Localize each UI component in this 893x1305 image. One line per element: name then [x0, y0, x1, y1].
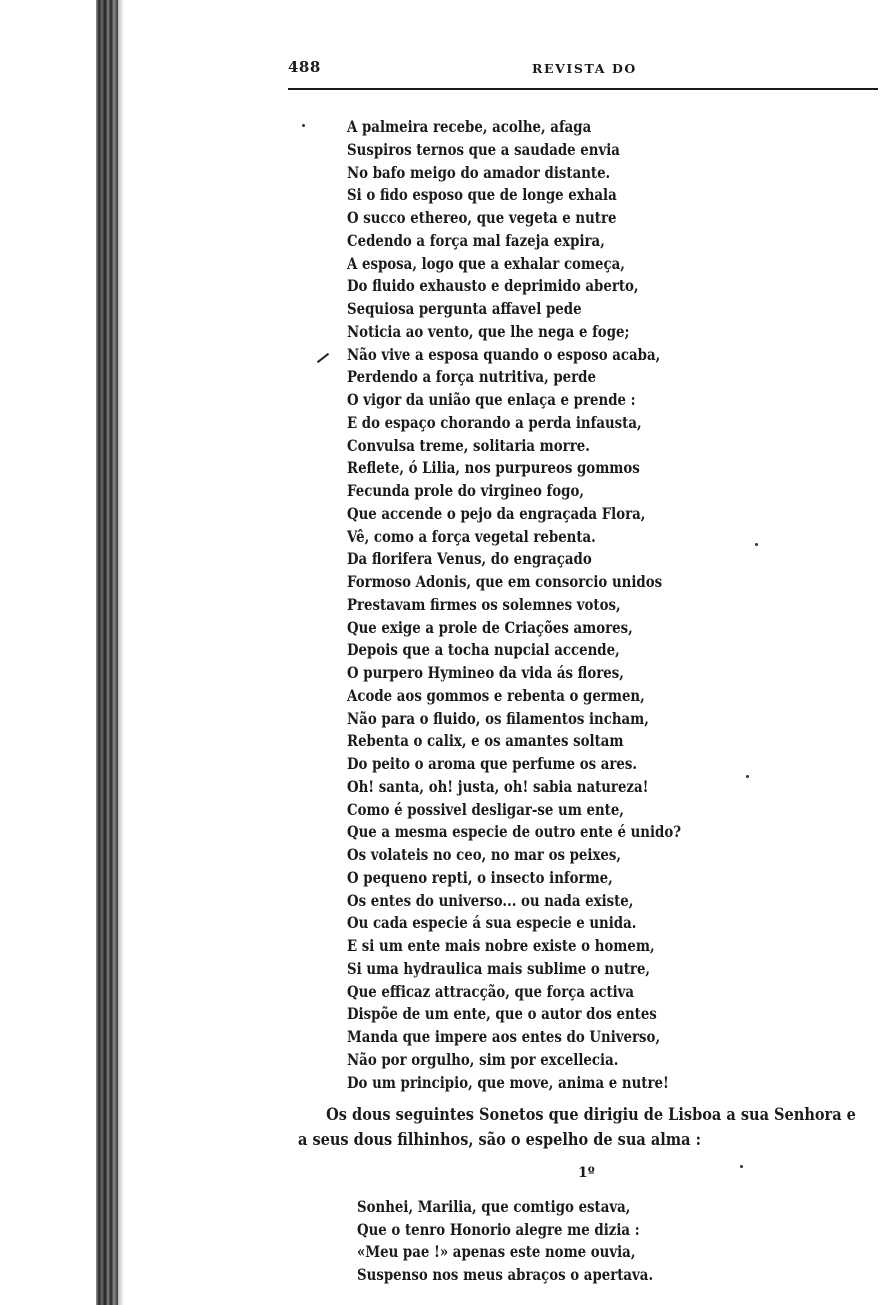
print-speck: [746, 775, 749, 778]
poem-line: A palmeira recebe, acolhe, afaga: [347, 117, 592, 136]
poem-line: Noticia ao vento, que lhe nega e foge;: [347, 321, 630, 341]
poem-line: Reflete, ó Lilia, nos purpureos gommos: [347, 458, 640, 478]
poem-line: Como é possivel desligar-se um ente,: [347, 799, 624, 819]
print-speck: [740, 1165, 743, 1168]
prose-line: Os dous seguintes Sonetos que dirigiu de Lisboa a sua Senhora e: [326, 1105, 856, 1124]
poem-line: Rebenta o calix, e os amantes soltam: [347, 731, 624, 751]
poem-line: Acode aos gommos e rebenta o germen,: [347, 685, 645, 705]
sonnet-number: 1º: [578, 1165, 595, 1181]
poem-line: Os volateis no ceo, no mar os peixes,: [347, 845, 622, 864]
poem-line: E si um ente mais nobre existe o homem,: [347, 936, 655, 955]
poem-line: Prestavam firmes os solemnes votos,: [347, 594, 621, 614]
running-header: REVISTA DO: [532, 61, 637, 76]
print-speck: [302, 124, 305, 127]
poem-line: Suspiros ternos que a saudade envia: [347, 139, 620, 159]
poem-line: Formoso Adonis, que em consorcio unidos: [347, 572, 663, 591]
poem-line: Que exige a prole de Criações amores,: [347, 617, 633, 637]
print-speck: [755, 543, 758, 546]
poem-line: Si uma hydraulica mais sublime o nutre,: [347, 958, 651, 978]
prose-paragraph: [298, 1102, 888, 1152]
poem: [347, 116, 735, 1094]
poem-line: Oh! santa, oh! justa, oh! sabia natureza!: [347, 776, 649, 796]
poem-line: Não para o fluido, os filamentos incham,: [347, 708, 649, 728]
poem-line: Do fluido exhausto e deprimido aberto,: [347, 276, 639, 296]
poem-line: Que a mesma especie de outro ente é unido?: [347, 822, 682, 842]
book-binding-edge: [96, 0, 118, 1305]
poem-line: Sequiosa pergunta affavel pede: [347, 299, 582, 318]
poem-line: Perdendo a força nutritiva, perde: [347, 367, 596, 387]
poem-line: Os entes do universo... ou nada existe,: [347, 890, 634, 910]
prose-line: a seus dous filhinhos, são o espelho de sua alma :: [298, 1130, 701, 1149]
poem-line: Si o fido esposo que de longe exhala: [347, 185, 617, 205]
binding-shadow: [118, 0, 124, 1305]
poem-line: Ou cada especie á sua especie e unida.: [347, 913, 637, 933]
poem-line: No bafo meigo do amador distante.: [347, 162, 611, 182]
sonnet-line: Sonhei, Marilia, que comtigo estava,: [357, 1197, 631, 1216]
poem-line: Convulsa treme, solitaria morre.: [347, 435, 590, 455]
poem-line: O succo ethereo, que vegeta e nutre: [347, 208, 617, 227]
poem-line: E do espaço chorando a perda infausta,: [347, 412, 642, 432]
poem-line: Cedendo a força mal fazeja expira,: [347, 230, 605, 250]
page-number: 488: [288, 58, 321, 76]
sonnet: [357, 1196, 701, 1286]
poem-line: O pequeno repti, o insecto informe,: [347, 867, 613, 887]
poem-line: Da florifera Venus, do engraçado: [347, 549, 592, 569]
poem-line: O purpero Hymineo da vida ás flores,: [347, 663, 624, 682]
poem-line: O vigor da união que enlaça e prende :: [347, 390, 636, 409]
poem-line: Fecunda prole do virgineo fogo,: [347, 481, 584, 500]
header-rule: [288, 88, 878, 90]
poem-line: Vê, como a força vegetal rebenta.: [347, 526, 596, 546]
margin-pen-mark: [317, 353, 329, 363]
poem-line: Que efficaz attracção, que força activa: [347, 981, 635, 1001]
poem-line: Do um principio, que move, anima e nutre!: [347, 1072, 669, 1092]
poem-line: Não vive a esposa quando o esposo acaba,: [347, 344, 661, 364]
sonnet-line: «Meu pae !» apenas este nome ouvia,: [357, 1242, 636, 1261]
poem-line: Manda que impere aos entes do Universo,: [347, 1027, 661, 1046]
poem-line: Dispõe de um ente, que o autor dos entes: [347, 1004, 657, 1024]
poem-line: Não por orgulho, sim por excellecia.: [347, 1049, 619, 1069]
poem-line: Depois que a tocha nupcial accende,: [347, 640, 620, 660]
poem-line: Que accende o pejo da engraçada Flora,: [347, 503, 646, 523]
sonnet-line: Suspenso nos meus abraços o apertava.: [357, 1264, 654, 1284]
sonnet-line: Que o tenro Honorio alegre me dizia :: [357, 1219, 640, 1239]
poem-line: Do peito o aroma que perfume os ares.: [347, 754, 638, 773]
poem-line: A esposa, logo que a exhalar começa,: [347, 253, 625, 273]
